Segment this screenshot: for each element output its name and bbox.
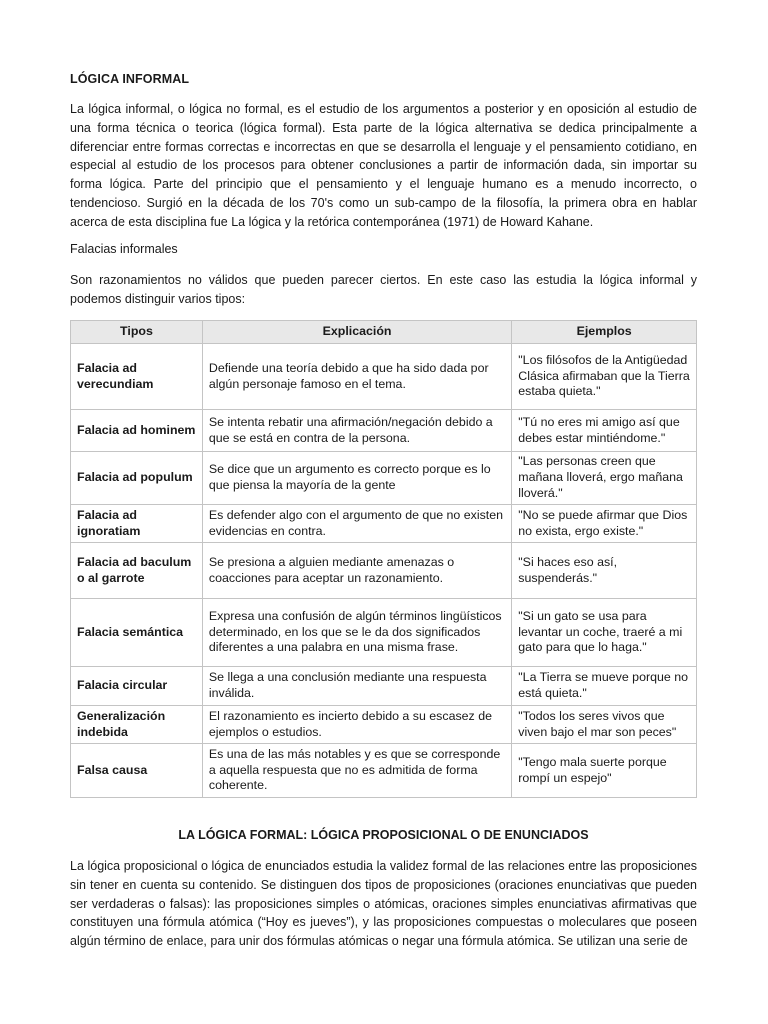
table-row [71,706,697,744]
fallacy-type: Falsa causa [71,744,203,798]
fallacy-example: "La Tierra se mueve porque no está quieta." [512,667,697,706]
formal-logic-heading: LA LÓGICA FORMAL: LÓGICA PROPOSICIONAL O DE ENUNCIADOS [178,828,589,842]
table-row [71,667,697,706]
header-tipos: Tipos [71,321,203,344]
fallacy-example: "Tú no eres mi amigo así que debes estar mintiéndome." [512,410,697,452]
fallacy-explanation: Se llega a una conclusión mediante una respuesta inválida. [202,667,511,706]
header-ejemplos: Ejemplos [512,321,697,344]
fallacy-type: Falacia ad baculum o al garrote [71,543,203,599]
fallacy-type: Falacia ad ignoratiam [71,505,203,543]
fallacy-example: "Los filósofos de la Antigüedad Clásica afirmaban que la Tierra estaba quieta." [512,344,697,410]
table-row [71,344,697,410]
fallacy-explanation: Es una de las más notables y es que se corresponde a aquella respuesta que no es admitida de forma coherente. [202,744,511,798]
intro-paragraph: La lógica informal, o lógica no formal, es el estudio de los argumentos a posterior y en oposición al estudio de una forma técnica o teorica (lógica formal). Esta parte de la lógica alternativa se dedica principalmente a diferenciar entre formas correctas e incorrectas en que se desarrolla el lenguaje y el pensamiento cotidiano, en especial al estudio de los procesos para obtener conclusiones a partir de información dada, sin importar su forma lógica. Parte del principio que el pensamiento y el lenguaje humano es a menudo incorrecto, o tendencioso. Surgió en la década de los 70's como un sub-campo de la filosofía, la primera obra en hablar acerca de esta disciplina fue La lógica y la retórica contemporánea (1971) de Howard Kahane. [70,102,697,229]
fallacy-explanation: Se intenta rebatir una afirmación/negación debido a que se está en contra de la persona. [202,410,511,452]
header-explicacion: Explicación [202,321,511,344]
fallacies-subheading: Falacias informales [70,242,178,256]
table-row [71,599,697,667]
formal-logic-paragraph: La lógica proposicional o lógica de enunciados estudia la validez formal de las relaciones entre las proposiciones sin tener en cuenta su contenido. Se distinguen dos tipos de proposiciones (oraciones enunciativas que pueden ser verdaderas o falsas): las proposiciones simples o atómicas, oraciones simples enunciativas afirmativas que constituyen una fórmula atómica (“Hoy es jueves”), y las proposiciones compuestas o moleculares que poseen algún término de enlace, para unir dos fórmulas atómicas o negar una fórmula atómica. Se utilizan una serie de [70,859,697,949]
fallacy-type: Falacia semántica [71,599,203,667]
table-row [71,410,697,452]
fallacies-table [70,320,697,798]
fallacy-explanation: Se presiona a alguien mediante amenazas o coacciones para aceptar un razonamiento. [202,543,511,599]
page-heading: LÓGICA INFORMAL [70,72,190,86]
fallacy-example: "Tengo mala suerte porque rompí un espejo" [512,744,697,798]
fallacy-explanation: Defiende una teoría debido a que ha sido dada por algún personaje famoso en el tema. [202,344,511,410]
fallacy-example: "Si un gato se usa para levantar un coche, traeré a mi gato para que lo haga." [512,599,697,667]
table-row [71,452,697,505]
fallacy-example: "Si haces eso así, suspenderás." [512,543,697,599]
table-header-row [71,321,697,344]
fallacy-type: Falacia ad populum [71,452,203,505]
fallacy-example: "No se puede afirmar que Dios no exista, ergo existe." [512,505,697,543]
table-row [71,543,697,599]
table-row [71,505,697,543]
table-row [71,744,697,798]
fallacy-type: Falacia ad hominem [71,410,203,452]
fallacies-description: Son razonamientos no válidos que pueden parecer ciertos. En este caso las estudia la lógica informal y podemos distinguir varios tipos: [70,273,697,306]
fallacy-explanation: Es defender algo con el argumento de que no existen evidencias en contra. [202,505,511,543]
fallacy-example: "Todos los seres vivos que viven bajo el mar son peces" [512,706,697,744]
fallacy-type: Falacia ad verecundiam [71,344,203,410]
fallacy-explanation: Expresa una confusión de algún términos lingüísticos determinado, en los que se le da dos significados diferentes a una palabra en una misma frase. [202,599,511,667]
fallacy-example: "Las personas creen que mañana lloverá, ergo mañana lloverá." [512,452,697,505]
fallacy-type: Falacia circular [71,667,203,706]
fallacy-explanation: El razonamiento es incierto debido a su escasez de ejemplos o estudios. [202,706,511,744]
fallacy-type: Generalización indebida [71,706,203,744]
fallacy-explanation: Se dice que un argumento es correcto porque es lo que piensa la mayoría de la gente [202,452,511,505]
